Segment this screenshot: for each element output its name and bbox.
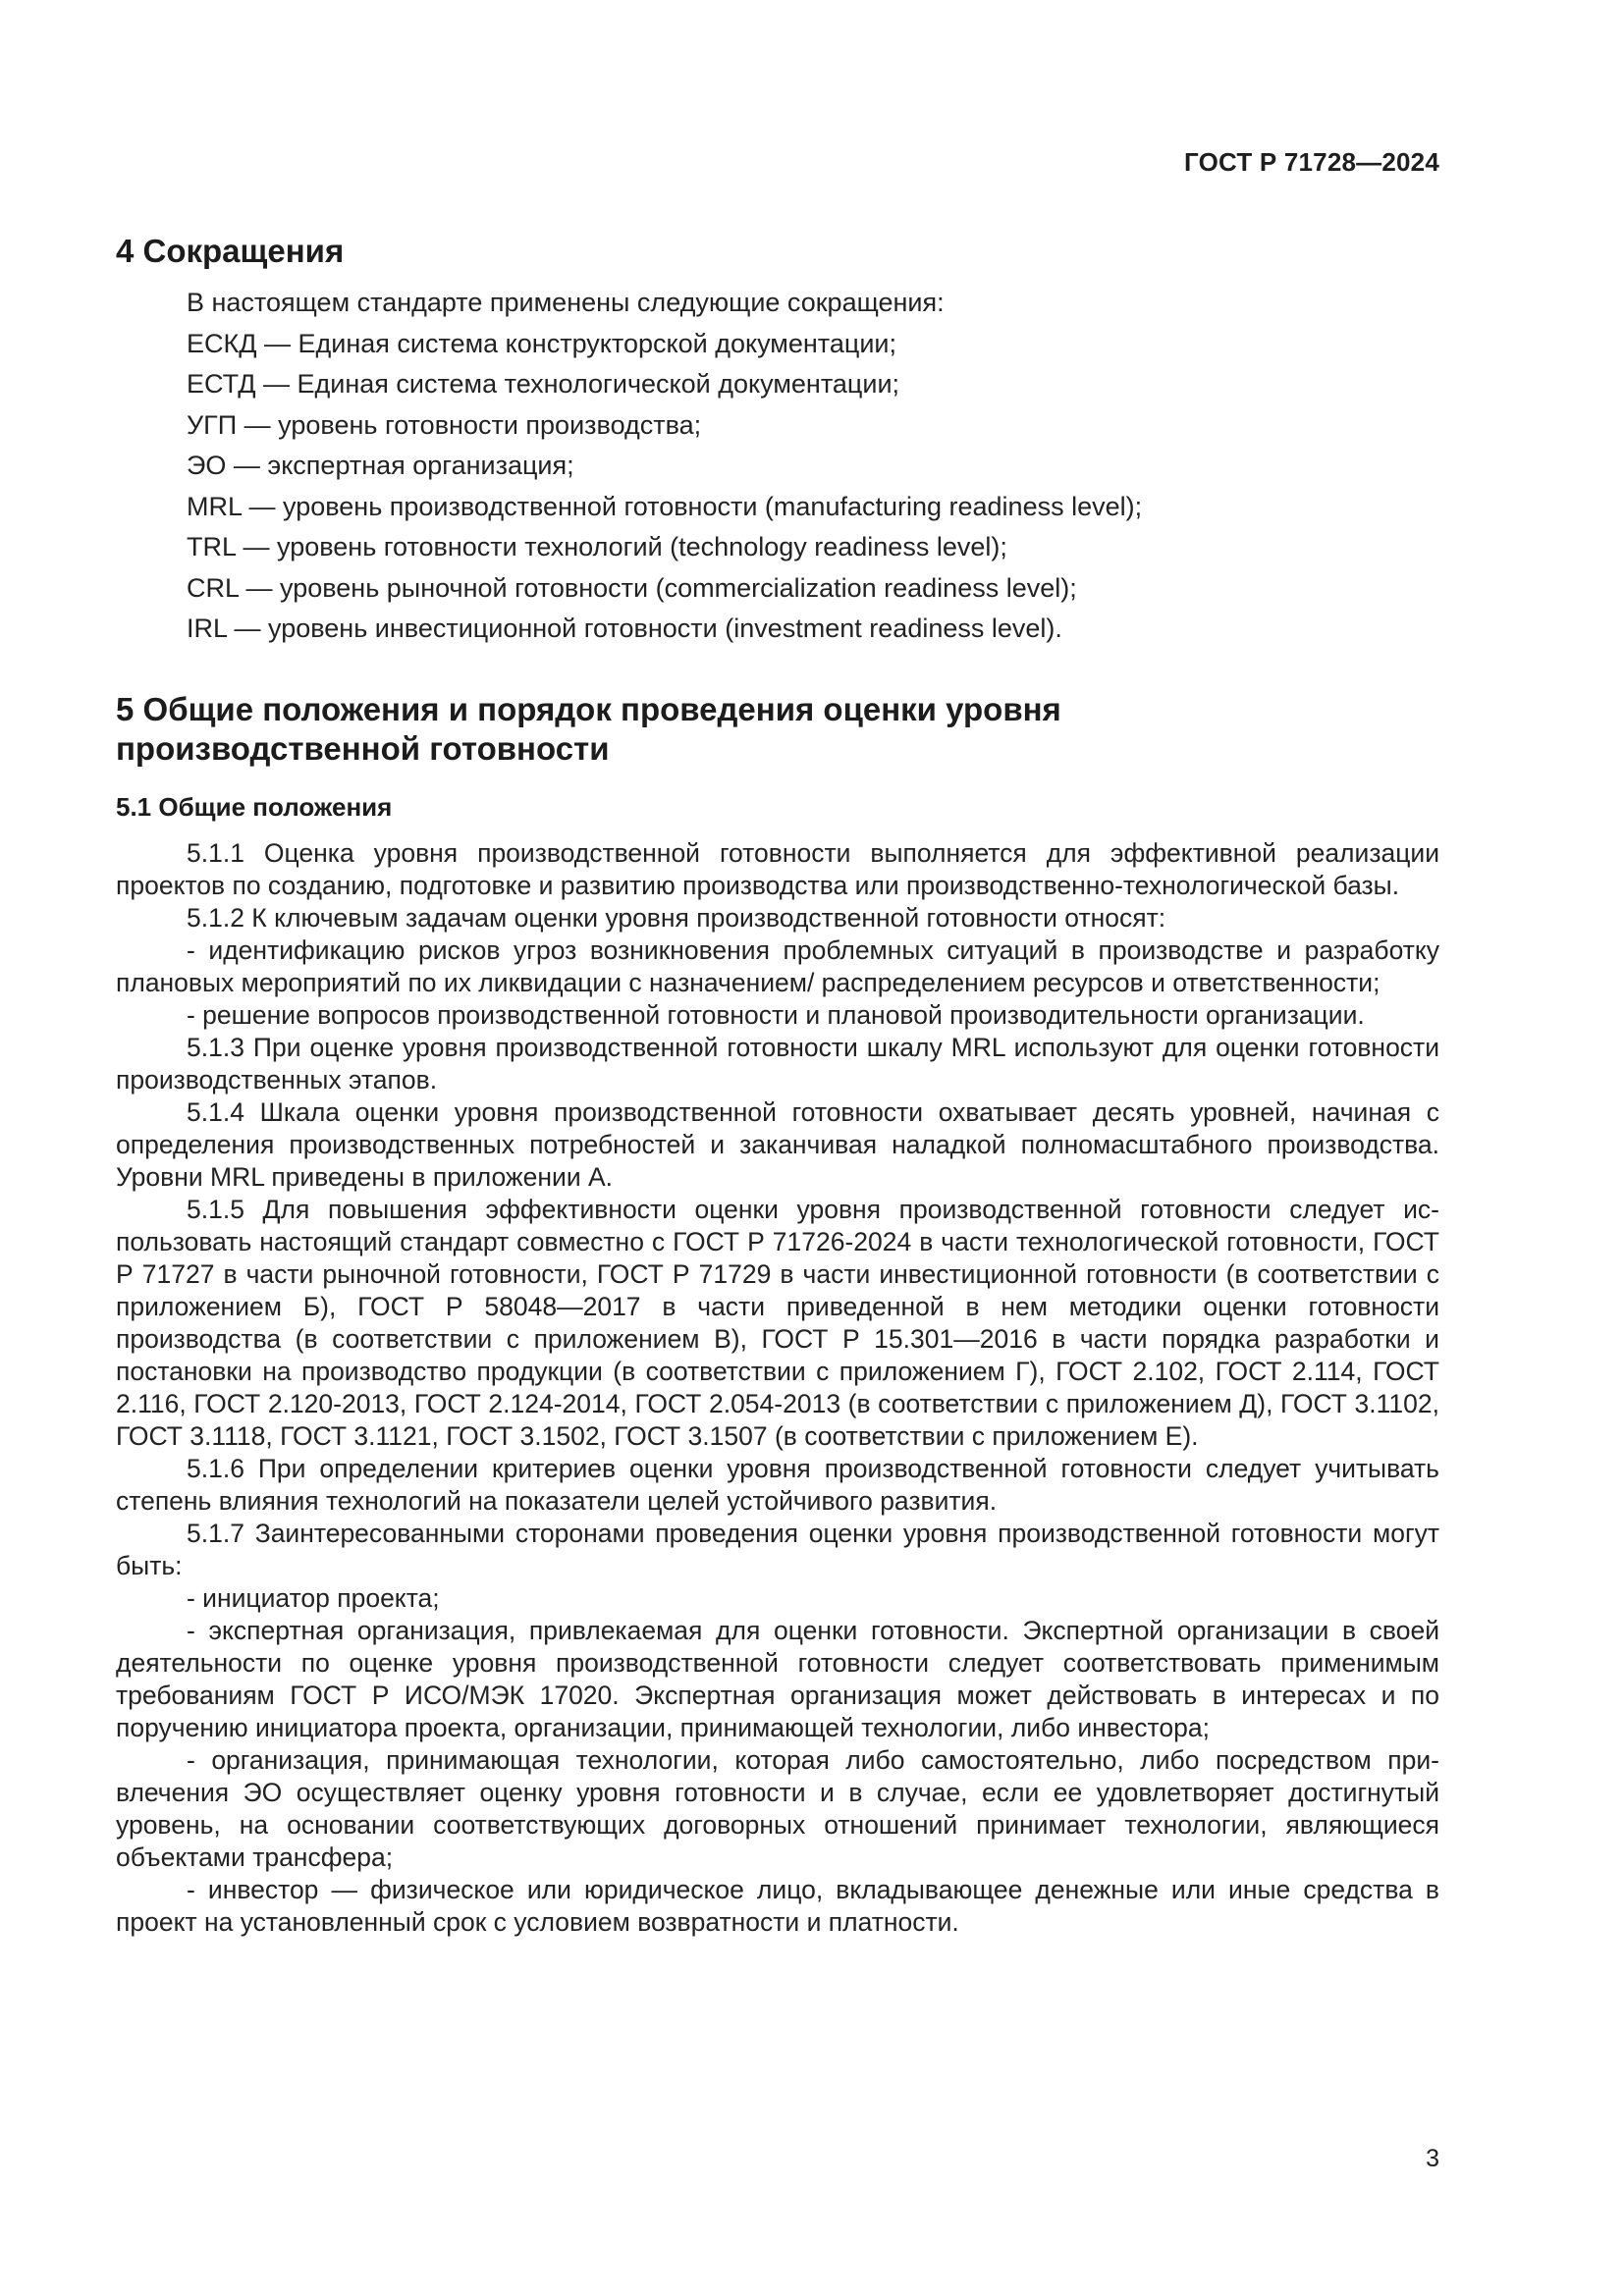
list-item: - идентификацию рисков угроз возникновения проблемных ситуаций в производстве и разработку плановых мероприятий по их ликвидации с назначением/ распределением ресурсов и ответственности; <box>116 935 1439 997</box>
abbreviation-item: IRL — уровень инвестиционной готовности (investment readiness level). <box>187 614 1062 643</box>
list-item: - инициатор проекта; <box>187 1583 440 1613</box>
subsection-title: 5.1 Общие положения <box>116 792 393 822</box>
page-number: 3 <box>1426 2145 1439 2172</box>
section-title-line: производственной готовности <box>116 730 610 767</box>
paragraph: 5.1.7 Заинтересованными сторонами проведения оценки уровня производственной готовности могут быть: <box>116 1519 1439 1580</box>
abbreviation-item: CRL — уровень рыночной готовности (commercialization readiness level); <box>187 572 1077 603</box>
abbreviation-item: ЭО — экспертная организация; <box>187 451 574 480</box>
list-item: - экспертная организация, привлекаемая для оценки готовности. Экспертной организации в своей деятельности по оценке уровня производственной готовности следует соответствовать применимым требованиям ГОСТ Р ИСО/МЭК 17020. Экспертная организация может действовать в интересах и по поручению инициатора проекта, организации, принимающей технологии, либо инвестора; <box>116 1616 1439 1742</box>
section-5-1-body <box>116 837 1439 1939</box>
paragraph: 5.1.4 Шкала оценки уровня производственной готовности охватывает десять уровней, начиная с определения производственных потребностей и заканчивая наладкой полномасштабного производства. Уровни MRL приведены в приложении А. <box>116 1097 1439 1192</box>
paragraph: 5.1.2 К ключевым задачам оценки уровня производственной готовности относят: <box>187 903 1166 933</box>
section-4-heading <box>116 232 1439 271</box>
abbreviation-item: ЕСКД — Единая система конструкторской документации; <box>187 328 896 358</box>
section-title: 4 Сокращения <box>116 233 345 269</box>
list-item: - инвестор — физическое или юридическое лицо, вкладывающее денежные или иные средства в проект на установленный срок с условием возвратности и платности. <box>116 1875 1439 1937</box>
abbreviations-list <box>187 283 1439 650</box>
list-item: - решение вопросов производственной готовности и плановой производительности организации. <box>187 1000 1365 1030</box>
paragraph: 5.1.5 Для повышения эффективности оценки уровня производственной готовности следует использовать настоящий стандарт совместно с ГОСТ Р 71726-2024 в части технологической готовности, ГОСТ Р 71727 в части рыночной готовности, ГОСТ Р 71729 в части инвестиционной готовности (в соответствии с приложением Б), ГОСТ Р 58048—2017 в части приведенной в нем методики оценки готовности производства (в соответствии с приложением В), ГОСТ Р 15.301—2016 в части порядка разработки и постановки на производство продукции (в соответствии с приложением Г), ГОСТ 2.102, ГОСТ 2.114, ГОСТ 2.116, ГОСТ 2.120-2013, ГОСТ 2.124-2014, ГОСТ 2.054-2013 (в соответствии с приложением Д), ГОСТ 3.1102, ГОСТ 3.1118, ГОСТ 3.1121, ГОСТ 3.1502, ГОСТ 3.1507 (в соответствии с приложением Е). <box>116 1195 1439 1451</box>
paragraph: 5.1.1 Оценка уровня производственной готовности выполняется для эффективной реализации проектов по созданию, подготовке и развитию производства или производственно-технологической базы. <box>116 838 1439 900</box>
list-item: - организация, принимающая технологии, которая либо самостоятельно, либо посредством привлечения ЭО осуществляет оценку уровня готовности и в случае, если ее удовлетворяет достигнутый уровень, на основании соответствующих договорных отношений принимает технологии, являющиеся объектами трансфера; <box>116 1745 1439 1872</box>
section-5-heading <box>116 690 1439 769</box>
abbreviation-item: MRL — уровень производственной готовности (manufacturing readiness level); <box>187 491 1143 521</box>
paragraph: 5.1.3 При оценке уровня производственной готовности шкалу MRL используют для оценки готовности производственных этапов. <box>116 1033 1439 1095</box>
document-header: ГОСТ Р 71728—2024 <box>1184 147 1439 177</box>
abbreviations-intro: В настоящем стандарте применены следующие сокращения: <box>187 288 945 317</box>
abbreviation-item: УГП — уровень готовности производства; <box>187 409 702 440</box>
section-title-line: 5 Общие положения и порядок проведения оценки уровня <box>116 691 1061 727</box>
abbreviation-item: ЕСТД — Единая система технологической документации; <box>187 369 900 399</box>
paragraph: 5.1.6 При определении критериев оценки уровня производственной готовности следует учитывать степень влияния технологий на показатели целей устойчивого развития. <box>116 1454 1439 1516</box>
abbreviation-item: TRL — уровень готовности технологий (technology readiness level); <box>187 532 1007 561</box>
subsection-5-1-heading <box>116 791 1439 823</box>
